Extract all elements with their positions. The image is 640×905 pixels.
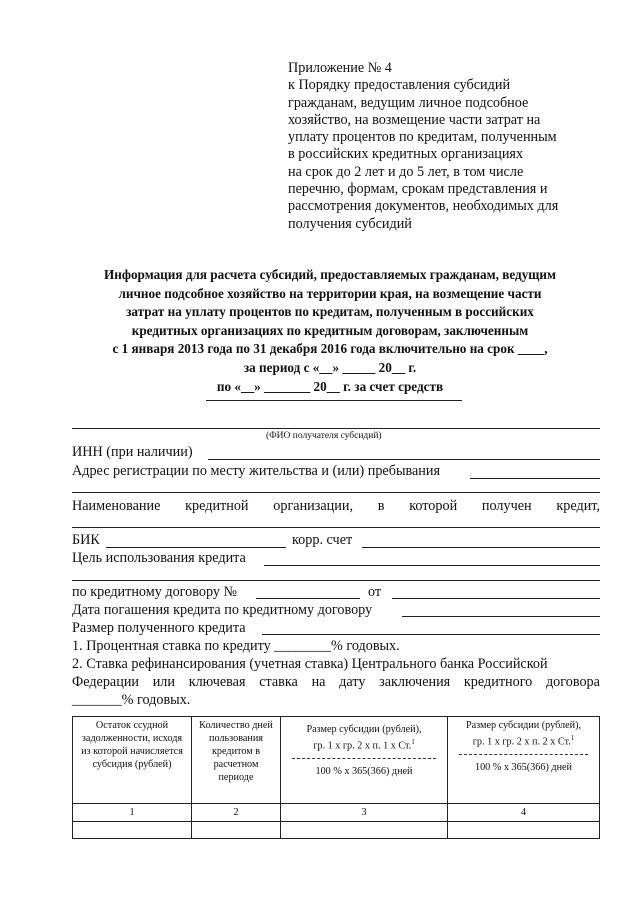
bank-name-word: получен bbox=[481, 498, 532, 514]
appendix-line: хозяйство, на возмещение части затрат на bbox=[288, 111, 541, 128]
title-line: Информация для расчета субсидий, предоставляемых гражданам, ведущим bbox=[103, 267, 557, 282]
column-number: 3 bbox=[281, 804, 448, 822]
table-cell[interactable] bbox=[73, 822, 192, 839]
address-field-line2[interactable] bbox=[72, 492, 600, 493]
header-days bbox=[192, 717, 281, 804]
address-label: Адрес регистрации по месту жительства и (или) пребывания bbox=[72, 463, 441, 479]
repayment-date-label: Дата погашения кредита по кредитному договору bbox=[72, 602, 373, 618]
contract-number-label: по кредитному договору № bbox=[72, 584, 238, 600]
table-cell[interactable] bbox=[281, 822, 448, 839]
refi-word: на bbox=[311, 674, 326, 690]
formula-text: гр. 1 x гр. 2 x п. 1 x Ст. bbox=[313, 740, 412, 752]
header-subsidy-1 bbox=[281, 717, 448, 804]
formula-denominator: 100 % x 365(366) дней bbox=[315, 766, 413, 778]
refinancing-rate-line: 2. Ставка рефинансирования (учетная ставка) Центрального банка Российской bbox=[72, 656, 548, 672]
corr-account-label: корр. счет bbox=[292, 532, 353, 548]
title-line: затрат на уплату процентов по кредитам, полученным в российских bbox=[126, 304, 534, 320]
title-line: личное подсобное хозяйство на территории края, на возмещение части bbox=[118, 285, 542, 301]
contract-date-field[interactable] bbox=[392, 598, 600, 599]
column-number: 1 bbox=[73, 804, 192, 822]
header-text: Остаток ссудной задолженности, исходя из которой начисляется субсидия (рублей) bbox=[81, 720, 183, 770]
refi-word: дату bbox=[339, 674, 366, 690]
appendix-line: рассмотрения документов, необходимых для bbox=[288, 198, 559, 215]
bik-field[interactable] bbox=[106, 547, 286, 548]
corr-account-field[interactable] bbox=[362, 547, 600, 548]
refi-word: ключевая bbox=[188, 674, 246, 690]
loan-amount-field[interactable] bbox=[262, 634, 600, 635]
bank-name-word: Наименование bbox=[72, 498, 161, 514]
title-line: за период с «__» _____ 20__ г. bbox=[243, 359, 417, 375]
header-text: Количество дней пользования кредитом в расчетном периоде bbox=[199, 720, 273, 783]
formula-denominator: 100 % x 365(366) дней bbox=[474, 762, 572, 774]
appendix-line: получения субсидий bbox=[288, 215, 412, 232]
repayment-date-field[interactable] bbox=[402, 616, 600, 617]
title-line: кредитных организациях по кредитным договорам, заключенным bbox=[131, 322, 529, 338]
loan-amount-label: Размер полученного кредита bbox=[72, 620, 246, 636]
contract-number-field[interactable] bbox=[256, 598, 360, 599]
header-remaining-debt bbox=[73, 717, 192, 804]
bik-label: БИК bbox=[72, 532, 100, 548]
table-cell[interactable] bbox=[448, 822, 600, 839]
refinancing-rate-line-2 bbox=[72, 674, 600, 691]
purpose-label: Цель использования кредита bbox=[72, 550, 246, 566]
interest-rate-line: 1. Процентная ставка по кредиту ________% годовых. bbox=[72, 638, 400, 654]
title-line: по «__» _______ 20__ г. за счет средств bbox=[216, 378, 444, 394]
refi-word: кредитного bbox=[463, 674, 533, 690]
appendix-line: перечню, формам, срокам представления и bbox=[288, 181, 548, 198]
table-number-row bbox=[73, 804, 600, 822]
appendix-line: гражданам, ведущим личное подсобное bbox=[288, 94, 529, 111]
header-text: Размер субсидии (рублей), bbox=[465, 720, 582, 731]
funding-source-field[interactable] bbox=[206, 400, 462, 401]
bank-name-word: в bbox=[377, 498, 385, 514]
refi-word: договора bbox=[545, 674, 600, 690]
appendix-line: уплату процентов по кредитам, полученным bbox=[288, 129, 557, 146]
appendix-line: Приложение № 4 bbox=[288, 60, 392, 76]
formula-text: гр. 1 x гр. 2 x п. 2 x Ст. bbox=[472, 736, 571, 748]
subsidy-table bbox=[72, 716, 600, 839]
refinancing-rate-line-3: _______% годовых. bbox=[72, 692, 191, 708]
refi-word: или bbox=[152, 674, 175, 690]
title-line: с 1 января 2013 года по 31 декабря 2016 года включительно на срок ____, bbox=[112, 341, 548, 357]
appendix-line: в российских кредитных организациях bbox=[288, 146, 524, 163]
contract-date-label: от bbox=[368, 584, 382, 600]
inn-label: ИНН (при наличии) bbox=[72, 444, 193, 460]
document-title bbox=[60, 266, 600, 396]
footnote-mark: 1 bbox=[411, 738, 415, 746]
appendix-line: на срок до 2 лет и до 5 лет, в том числе bbox=[288, 163, 524, 180]
purpose-field-line2[interactable] bbox=[72, 580, 600, 581]
bank-name-label bbox=[72, 498, 600, 515]
fio-field[interactable] bbox=[72, 428, 600, 429]
refi-word: заключения bbox=[379, 674, 451, 690]
appendix-line: к Порядку предоставления субсидий bbox=[288, 77, 511, 94]
purpose-field[interactable] bbox=[264, 565, 600, 566]
formula-numerator bbox=[459, 732, 588, 755]
inn-field[interactable] bbox=[208, 459, 600, 460]
table-row[interactable] bbox=[73, 822, 600, 839]
column-number: 4 bbox=[448, 804, 600, 822]
refi-word: Федерации bbox=[72, 674, 140, 690]
bank-name-word: кредит, bbox=[556, 498, 600, 514]
bank-name-word: кредитной bbox=[185, 498, 249, 514]
table-header-row bbox=[73, 717, 600, 804]
header-text: Размер субсидии (рублей), bbox=[306, 724, 422, 735]
bank-name-word: организации, bbox=[273, 498, 353, 514]
header-subsidy-2 bbox=[448, 717, 600, 804]
address-field[interactable] bbox=[470, 478, 600, 479]
column-number: 2 bbox=[192, 804, 281, 822]
fio-caption: (ФИО получателя субсидий) bbox=[266, 431, 382, 441]
bank-name-field[interactable] bbox=[72, 527, 600, 528]
footnote-mark: 1 bbox=[570, 734, 575, 742]
appendix-header bbox=[288, 60, 608, 233]
bank-name-word: которой bbox=[409, 498, 458, 514]
refi-word: ставка bbox=[259, 674, 298, 690]
formula-numerator bbox=[292, 736, 436, 759]
table-cell[interactable] bbox=[192, 822, 281, 839]
